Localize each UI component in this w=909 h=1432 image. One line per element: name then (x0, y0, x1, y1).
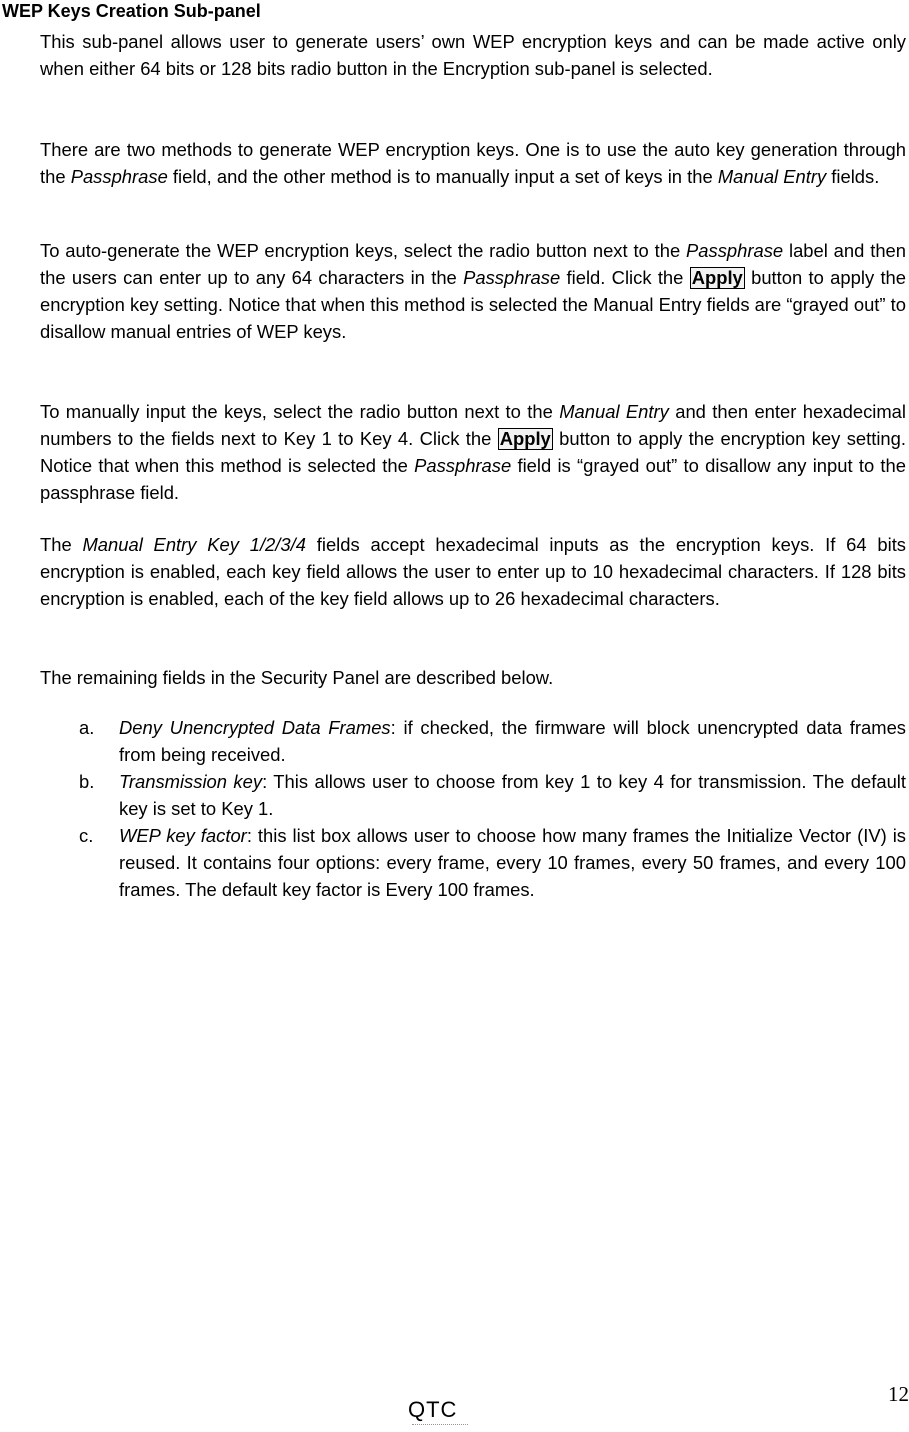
list-item: c. WEP key factor: this list box allows user to choose how many frames the Initialize Vector (IV) is reused. It contains four options: every frame, every 10 frames, every 50 frames, and every 100 frames. The default key factor is Every 100 frames. (79, 825, 906, 900)
paragraph-intro: This sub-panel allows user to generate users’ own WEP encryption keys and can be made active only when either 64 bits or 128 bits radio button in the Encryption sub-panel is selected. (40, 31, 906, 79)
list-item: a. Deny Unencrypted Data Frames: if checked, the firmware will block unencrypted data frames from being received. (79, 717, 906, 765)
paragraph-manual-input: To manually input the keys, select the radio button next to the Manual Entry and then enter hexadecimal numbers to the fields next to Key 1 to Key 4. Click the Apply button to apply the encryption key setting. Notice that when this method is selected the Passphrase field is “grayed out” to disallow any input to the passphrase field. (40, 401, 906, 503)
company-logo: QTC (408, 1397, 458, 1422)
paragraph-methods: There are two methods to generate WEP encryption keys. One is to use the auto key generation through the Passphrase field, and the other method is to manually input a set of keys in the Manual Entry fields. (40, 139, 906, 187)
paragraph-auto-generate: To auto-generate the WEP encryption keys, select the radio button next to the Passphrase label and then the users can enter up to any 64 characters in the Passphrase field. Click the Apply button to apply the encryption key setting. Notice that when this method is selected the Manual Entry fields are “grayed out” to disallow manual entries of WEP keys. (40, 240, 907, 342)
apply-button: Apply (499, 428, 551, 449)
page-number: 12 (888, 1382, 909, 1406)
logo-underline (412, 1424, 468, 1429)
paragraph-remaining: The remaining fields in the Security Panel are described below. (40, 667, 554, 688)
apply-button: Apply (691, 267, 743, 288)
paragraph-key-fields: The Manual Entry Key 1/2/3/4 fields accept hexadecimal inputs as the encryption keys. If 64 bits encryption is enabled, each key field allows the user to enter up to 10 hexadecimal characters. If 128 bits encryption is enabled, each of the key field allows up to 26 hexadecimal characters. (40, 534, 906, 609)
section-heading: WEP Keys Creation Sub-panel (2, 1, 261, 21)
field-list (79, 714, 906, 903)
list-item: b. Transmission key: This allows user to choose from key 1 to key 4 for transmission. The default key is set to Key 1. (79, 771, 906, 819)
